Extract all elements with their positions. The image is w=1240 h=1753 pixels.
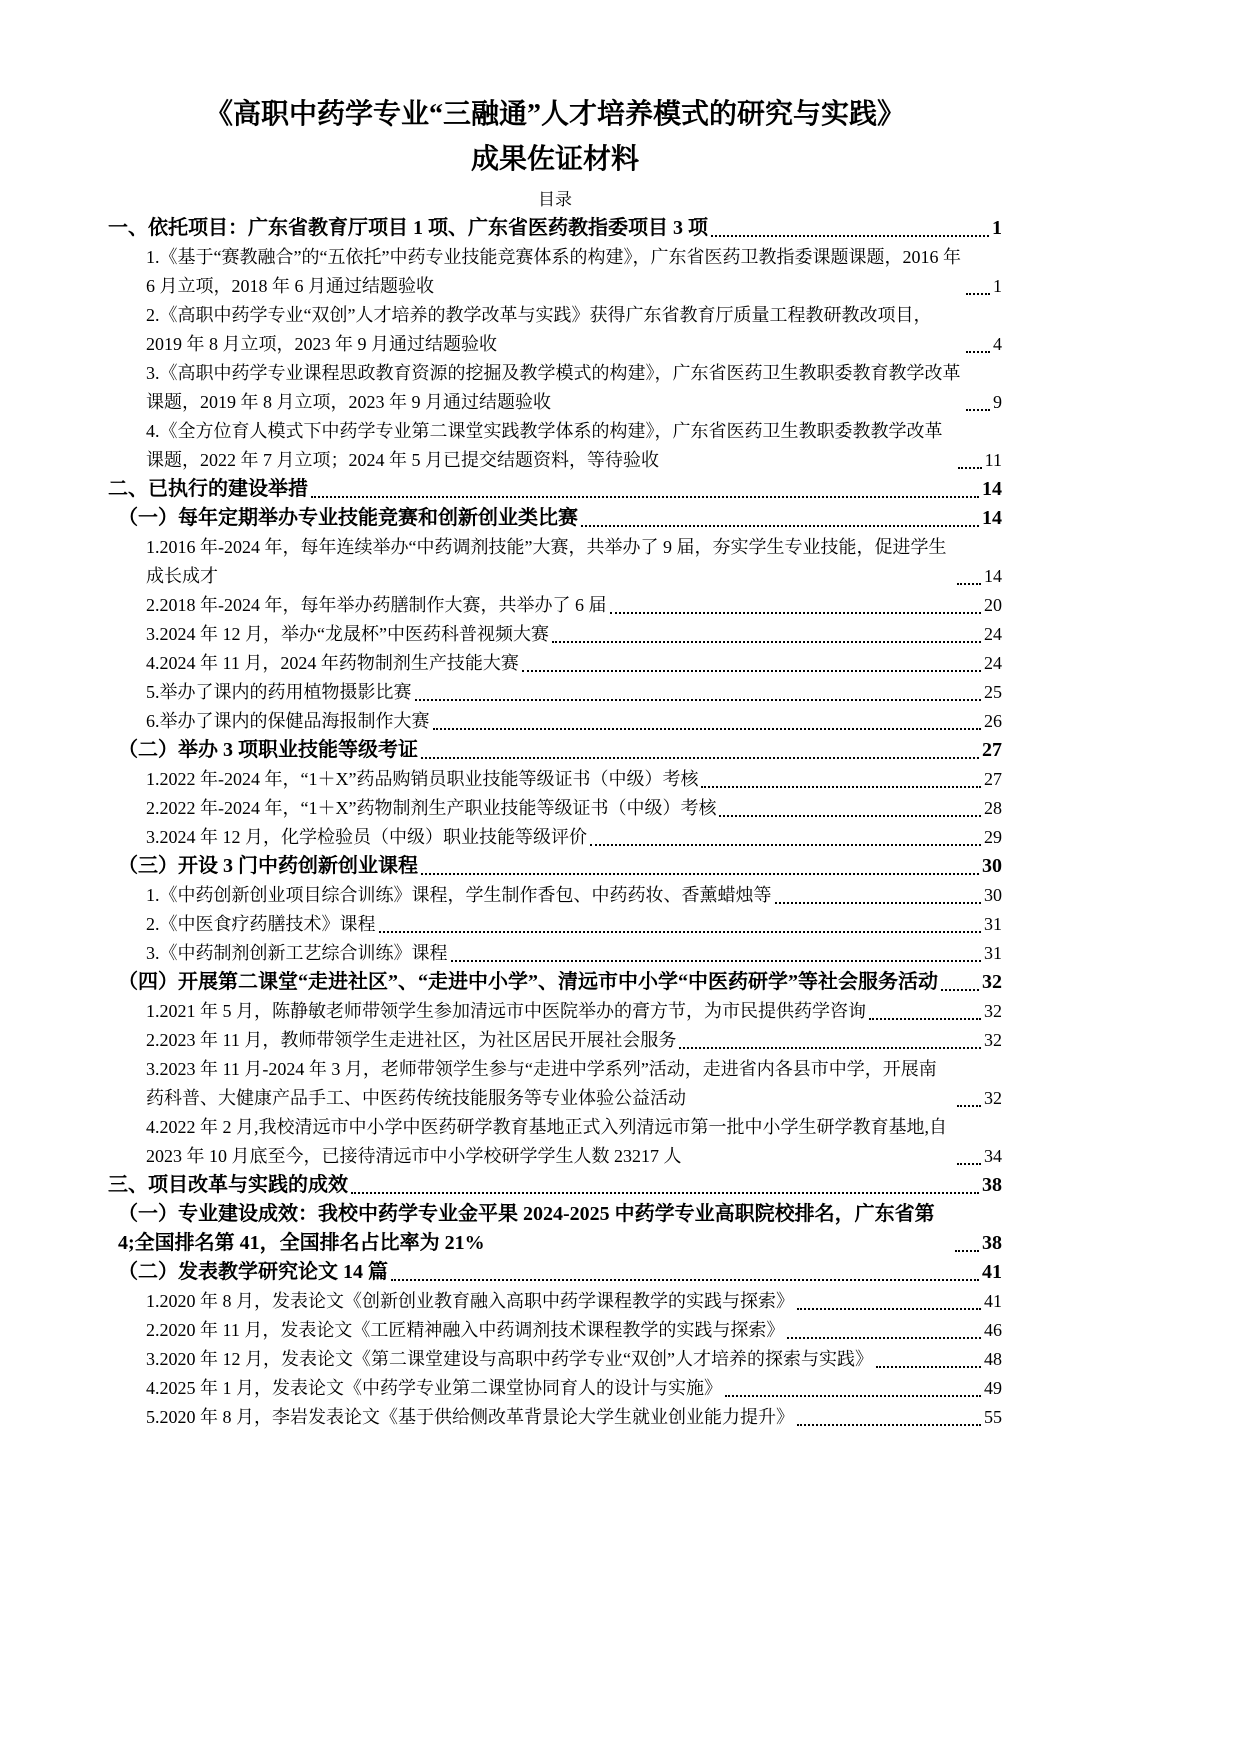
toc-page-number: 55 [984,1407,1002,1427]
toc-page-number: 31 [984,914,1002,934]
toc-entry-text: 3.2024 年 12 月，化学检验员（中级）职业技能等级评价 [146,827,587,847]
dot-leader [391,1279,979,1281]
dot-leader [787,1337,981,1339]
toc-entry[interactable] [108,1258,1002,1287]
toc-page-number: 41 [984,1291,1002,1311]
toc-entry[interactable] [108,1287,1002,1316]
toc-page-number: 14 [984,566,1002,586]
toc-entry-text: （一）每年定期举办专业技能竞赛和创新创业类比赛 [118,507,578,529]
dot-leader [725,1395,981,1397]
toc-entry[interactable] [108,939,1002,968]
toc-page-number: 26 [984,711,1002,731]
toc-entry[interactable] [108,649,1002,678]
toc-entry-text: 4.《全方位育人模式下中药学专业第二课堂实践教学体系的构建》，广东省医药卫生教职委教教学改革课题，2022 年 7 月立项；2024 年 5 月已提交结题资料，等待验收 [146,421,943,470]
toc-entry[interactable] [108,1316,1002,1345]
toc-entry-text: 2.《高职中药学专业“双创”人才培养的教学改革与实践》获得广东省教育厅质量工程教研教改项目，2019 年 8 月立项，2023 年 9 月通过结题验收 [146,305,932,354]
toc-entry[interactable] [108,823,1002,852]
toc-entry[interactable] [108,214,1002,243]
dot-leader [590,844,981,846]
toc-entry-text: 1.2021 年 5 月，陈静敏老师带领学生参加清远市中医院举办的膏方节，为市民提供药学咨询 [146,1001,866,1021]
toc-page-number: 32 [982,971,1002,993]
toc-entry[interactable] [108,968,1002,997]
toc-page-number: 1 [992,217,1002,239]
dot-leader [379,931,982,933]
toc-entry[interactable] [108,1113,1002,1171]
dot-leader [581,525,979,527]
dot-leader [610,612,982,614]
toc-list [108,214,1002,1432]
toc-entry-text: 3.2024 年 12 月，举办“龙晟杯”中医药科普视频大赛 [146,624,549,644]
toc-entry-text: 1.2020 年 8 月，发表论文《创新创业教育融入高职中药学课程教学的实践与探索》 [146,1291,794,1311]
toc-page-number: 32 [984,1001,1002,1021]
toc-entry-text: （四）开展第二课堂“走进社区”、“走进中小学”、清远市中小学“中医药研学”等社会服务活动 [118,971,938,993]
toc-entry-text: 3.《高职中药学专业课程思政教育资源的挖掘及教学模式的构建》，广东省医药卫生教职委教育教学改革课题，2019 年 8 月立项，2023 年 9 月通过结题验收 [146,363,961,412]
toc-entry[interactable] [108,301,1002,359]
dot-leader [966,351,990,353]
toc-entry-text: 1.2016 年-2024 年，每年连续举办“中药调剂技能”大赛，共举办了 9 届，夯实学生专业技能，促进学生成长成才 [146,537,947,586]
dot-leader [311,496,979,498]
toc-page-number: 1 [993,276,1002,296]
toc-entry-text: （一）专业建设成效：我校中药学专业金平果 2024-2025 中药学专业高职院校排名，广东省第 4;全国排名第 41，全国排名占比率为 21% [118,1203,935,1254]
toc-entry[interactable] [108,707,1002,736]
toc-page-number: 41 [982,1261,1002,1283]
toc-entry-text: 一、依托项目：广东省教育厅项目 1 项、广东省医药教指委项目 3 项 [108,217,708,239]
toc-page-number: 48 [984,1349,1002,1369]
dot-leader [421,757,979,759]
toc-entry[interactable] [108,1026,1002,1055]
toc-entry-text: 1.2022 年-2024 年，“1＋X”药品购销员职业技能等级证书（中级）考核 [146,769,699,789]
toc-entry[interactable] [108,620,1002,649]
toc-page-number: 27 [982,739,1002,761]
dot-leader [701,786,981,788]
toc-entry-text: 三、项目改革与实践的成效 [108,1174,348,1196]
toc-entry-text: 二、已执行的建设举措 [108,478,308,500]
toc-entry[interactable] [108,1171,1002,1200]
toc-page-number: 4 [993,334,1002,354]
toc-entry[interactable] [108,910,1002,939]
toc-page-number: 9 [993,392,1002,412]
toc-page-number: 14 [982,507,1002,529]
toc-entry-text: 5.举办了课内的药用植物摄影比赛 [146,682,412,702]
dot-leader [966,409,990,411]
dot-leader [955,1250,979,1252]
toc-entry-text: 1.《基于“赛教融合”的“五依托”中药专业技能竞赛体系的构建》，广东省医药卫教指委课题课题，2016 年 6 月立项，2018 年 6 月通过结题验收 [146,247,961,296]
toc-page-number: 34 [984,1146,1002,1166]
toc-page-number: 30 [984,885,1002,905]
toc-entry-text: 2.2020 年 11 月，发表论文《工匠精神融入中药调剂技术课程教学的实践与探索》 [146,1320,785,1340]
toc-heading: 目录 [538,190,572,209]
toc-page-number: 24 [984,653,1002,673]
dot-leader [451,960,982,962]
toc-page-number: 14 [982,478,1002,500]
toc-entry[interactable] [108,852,1002,881]
dot-leader [876,1366,981,1368]
toc-entry[interactable] [108,243,1002,301]
dot-leader [957,1163,981,1165]
dot-leader [775,902,982,904]
dot-leader [958,467,982,469]
toc-entry-text: 3.2020 年 12 月，发表论文《第二课堂建设与高职中药学专业“双创”人才培养的探索与实践》 [146,1349,873,1369]
toc-page-number: 28 [984,798,1002,818]
toc-page-number: 38 [982,1232,1002,1254]
dot-leader [351,1192,979,1194]
dot-leader [869,1018,981,1020]
toc-page-number: 29 [984,827,1002,847]
toc-entry-text: 3.《中药制剂创新工艺综合训练》课程 [146,943,448,963]
toc-entry[interactable] [108,1055,1002,1113]
toc-entry[interactable] [108,1374,1002,1403]
dot-leader [415,699,982,701]
toc-page-number: 11 [984,450,1002,470]
toc-entry[interactable] [108,475,1002,504]
toc-page-number: 25 [984,682,1002,702]
dot-leader [957,583,981,585]
toc-entry-text: 2.2023 年 11 月，教师带领学生走进社区，为社区居民开展社会服务 [146,1030,677,1050]
toc-entry[interactable] [108,1403,1002,1432]
toc-entry-text: 3.2023 年 11 月-2024 年 3 月，老师带领学生参与“走进中学系列”活动，走进省内各县市中学，开展南药科普、大健康产品手工、中医药传统技能服务等专业体验公益活动 [146,1059,937,1108]
dot-leader [711,235,989,237]
toc-entry-text: 4.2024 年 11 月，2024 年药物制剂生产技能大赛 [146,653,519,673]
toc-page-number: 31 [984,943,1002,963]
toc-entry-text: 6.举办了课内的保健品海报制作大赛 [146,711,430,731]
toc-entry[interactable] [108,359,1002,417]
toc-entry[interactable] [108,504,1002,533]
dot-leader [522,670,981,672]
toc-page-number: 20 [984,595,1002,615]
dot-leader [957,1105,981,1107]
document-title-line1: 《高职中药学专业“三融通”人才培养模式的研究与实践》 [204,99,905,130]
dot-leader [679,1047,981,1049]
toc-entry[interactable] [108,765,1002,794]
toc-entry[interactable] [108,1200,1002,1258]
toc-entry[interactable] [108,997,1002,1026]
dot-leader [966,293,990,295]
toc-page-number: 24 [984,624,1002,644]
toc-entry-text: （三）开设 3 门中药创新创业课程 [118,855,418,877]
toc-entry-text: 2.2022 年-2024 年，“1＋X”药物制剂生产职业技能等级证书（中级）考核 [146,798,717,818]
toc-page-number: 49 [984,1378,1002,1398]
toc-entry-text: 4.2022 年 2 月,我校清远市中小学中医药研学教育基地正式入列清远市第一批中小学生研学教育基地,自 2023 年 10 月底至今，已接待清远市中小学校研学学生人数 23217 人 [146,1117,947,1166]
toc-entry-text: 5.2020 年 8 月，李岩发表论文《基于供给侧改革背景论大学生就业创业能力提升》 [146,1407,794,1427]
toc-page-number: 32 [984,1030,1002,1050]
toc-entry[interactable] [108,736,1002,765]
dot-leader [797,1424,981,1426]
toc-entry[interactable] [108,533,1002,591]
document-title-line2: 成果佐证材料 [470,144,639,175]
toc-entry-text: 2.2018 年-2024 年，每年举办药膳制作大赛，共举办了 6 届 [146,595,607,615]
dot-leader [719,815,981,817]
toc-page-number: 32 [984,1088,1002,1108]
toc-page-number: 46 [984,1320,1002,1340]
dot-leader [797,1308,981,1310]
toc-entry[interactable] [108,1345,1002,1374]
dot-leader [433,728,982,730]
toc-entry[interactable] [108,417,1002,475]
toc-entry[interactable] [108,678,1002,707]
toc-entry-text: 1.《中药创新创业项目综合训练》课程，学生制作香包、中药药妆、香薰蜡烛等 [146,885,772,905]
toc-entry-text: 2.《中医食疗药膳技术》课程 [146,914,376,934]
toc-entry[interactable] [108,794,1002,823]
toc-entry[interactable] [108,881,1002,910]
toc-entry[interactable] [108,591,1002,620]
toc-entry-text: 4.2025 年 1 月，发表论文《中药学专业第二课堂协同育人的设计与实施》 [146,1378,722,1398]
dot-leader [941,989,979,991]
toc-entry-text: （二）举办 3 项职业技能等级考证 [118,739,418,761]
toc-page-number: 38 [982,1174,1002,1196]
dot-leader [552,641,981,643]
toc-page-number: 30 [982,855,1002,877]
toc-page-number: 27 [984,769,1002,789]
toc-entry-text: （二）发表教学研究论文 14 篇 [118,1261,388,1283]
dot-leader [421,873,979,875]
